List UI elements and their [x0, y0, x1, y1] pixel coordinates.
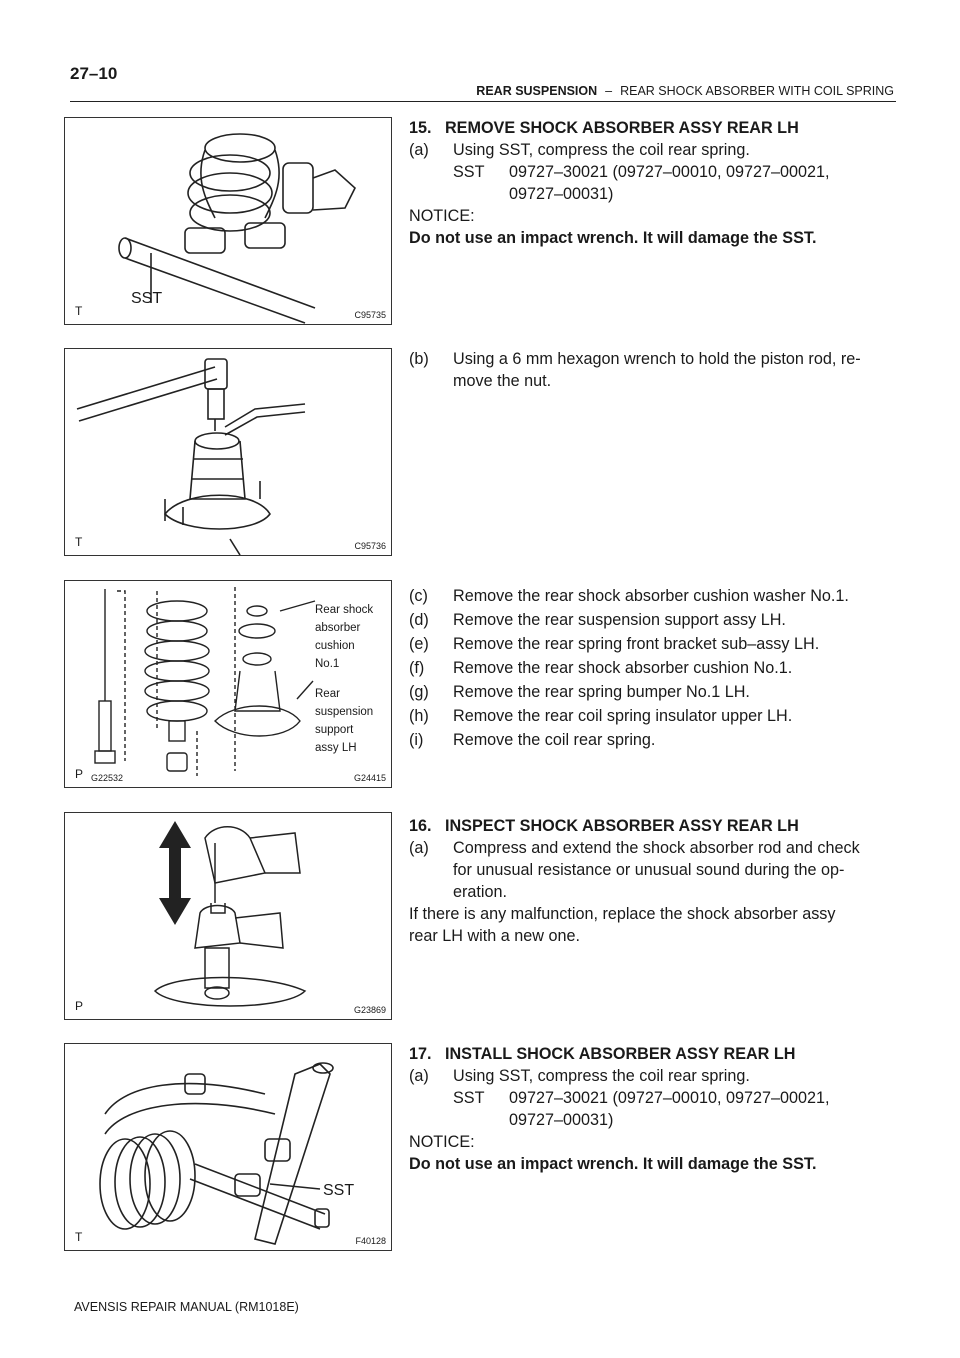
step-16a-cont2: eration. [453, 883, 507, 901]
step-16a: (a) Compress and extend the shock absorber rod and check [409, 839, 860, 857]
step-15-block [409, 117, 896, 249]
step-17-notice-label: NOTICE: [409, 1133, 475, 1151]
inspect-absorber-illustration [65, 813, 391, 1019]
list-item: (d) Remove the rear suspension support assy LH. [409, 611, 786, 629]
list-item: (e) Remove the rear spring front bracket sub–assy LH. [409, 635, 820, 653]
hex-wrench-illustration [65, 349, 391, 555]
figure-code: G23869 [353, 1005, 386, 1015]
list-item: (h) Remove the rear coil spring insulator upper LH. [409, 707, 793, 725]
figure-mark: T [75, 1230, 83, 1244]
figure-code: C95736 [354, 541, 386, 551]
figure-code: F40128 [355, 1236, 386, 1246]
running-header [476, 84, 894, 98]
figure-code: G24415 [353, 773, 386, 783]
callout-sst: SST [323, 1182, 355, 1199]
figure-mark: T [75, 304, 83, 318]
step-15-sst: SST 09727–30021 (09727–00010, 09727–00021, [453, 163, 830, 181]
figure-hex-wrench [64, 348, 392, 556]
step-16-block [409, 815, 896, 947]
figure-exploded-view [64, 580, 392, 788]
header-section: REAR SUSPENSION [476, 84, 598, 98]
figure-mark: P [75, 999, 84, 1013]
step-16-title: 16. INSPECT SHOCK ABSORBER ASSY REAR LH [409, 817, 799, 835]
list-item: (f) Remove the rear shock absorber cushion No.1. [409, 659, 793, 677]
list-item: (g) Remove the rear spring bumper No.1 LH. [409, 683, 750, 701]
header-rule [70, 101, 896, 102]
step-16-para1: If there is any malfunction, replace the shock absorber assy [409, 905, 836, 923]
step-15b: (b) Using a 6 mm hexagon wrench to hold the piston rod, re- [409, 350, 861, 368]
header-separator: – [605, 84, 613, 98]
step-17-block [409, 1043, 896, 1175]
step-17-sst-cont: 09727–00031) [509, 1111, 614, 1129]
step-16-para2: rear LH with a new one. [409, 927, 580, 945]
step-15b-cont: move the nut. [453, 372, 552, 390]
callout-cushion: Rear shock absorber cushion No.1 [315, 604, 374, 670]
step-17a: (a) Using SST, compress the coil rear spring. [409, 1067, 750, 1085]
install-sst-illustration [65, 1044, 391, 1250]
figure-inspect-absorber [64, 812, 392, 1020]
step-15a: (a) Using SST, compress the coil rear spring. [409, 141, 750, 159]
list-item: (i) Remove the coil rear spring. [409, 731, 656, 749]
step-15b-block [409, 348, 896, 392]
callout-support: Rear suspension support assy LH [315, 688, 374, 754]
figure-mark: P [75, 767, 84, 781]
header-subsection: REAR SHOCK ABSORBER WITH COIL SPRING [620, 84, 894, 98]
figure-code: C95735 [354, 310, 386, 320]
spring-compressor-illustration [65, 118, 391, 324]
step-15-notice-text: Do not use an impact wrench. It will damage the SST. [409, 229, 817, 247]
step-15-list [409, 584, 896, 752]
page-footer: AVENSIS REPAIR MANUAL (RM1018E) [74, 1300, 299, 1314]
step-16a-cont1: for unusual resistance or unusual sound during the op- [453, 861, 845, 879]
step-17-title: 17. INSTALL SHOCK ABSORBER ASSY REAR LH [409, 1045, 796, 1063]
step-15-notice-label: NOTICE: [409, 207, 475, 225]
figure-spring-compressor [64, 117, 392, 325]
step-15-title: 15. REMOVE SHOCK ABSORBER ASSY REAR LH [409, 119, 799, 137]
step-17-notice-text: Do not use an impact wrench. It will damage the SST. [409, 1155, 817, 1173]
figure-install-sst [64, 1043, 392, 1251]
step-15-sst-cont: 09727–00031) [509, 185, 614, 203]
step-17-sst: SST 09727–30021 (09727–00010, 09727–00021, [453, 1089, 830, 1107]
list-item: (c) Remove the rear shock absorber cushion washer No.1. [409, 587, 849, 605]
figure-code-secondary: G22532 [91, 773, 124, 783]
callout-sst: SST [131, 290, 163, 307]
page-number: 27–10 [70, 64, 118, 83]
figure-mark: T [75, 535, 83, 549]
